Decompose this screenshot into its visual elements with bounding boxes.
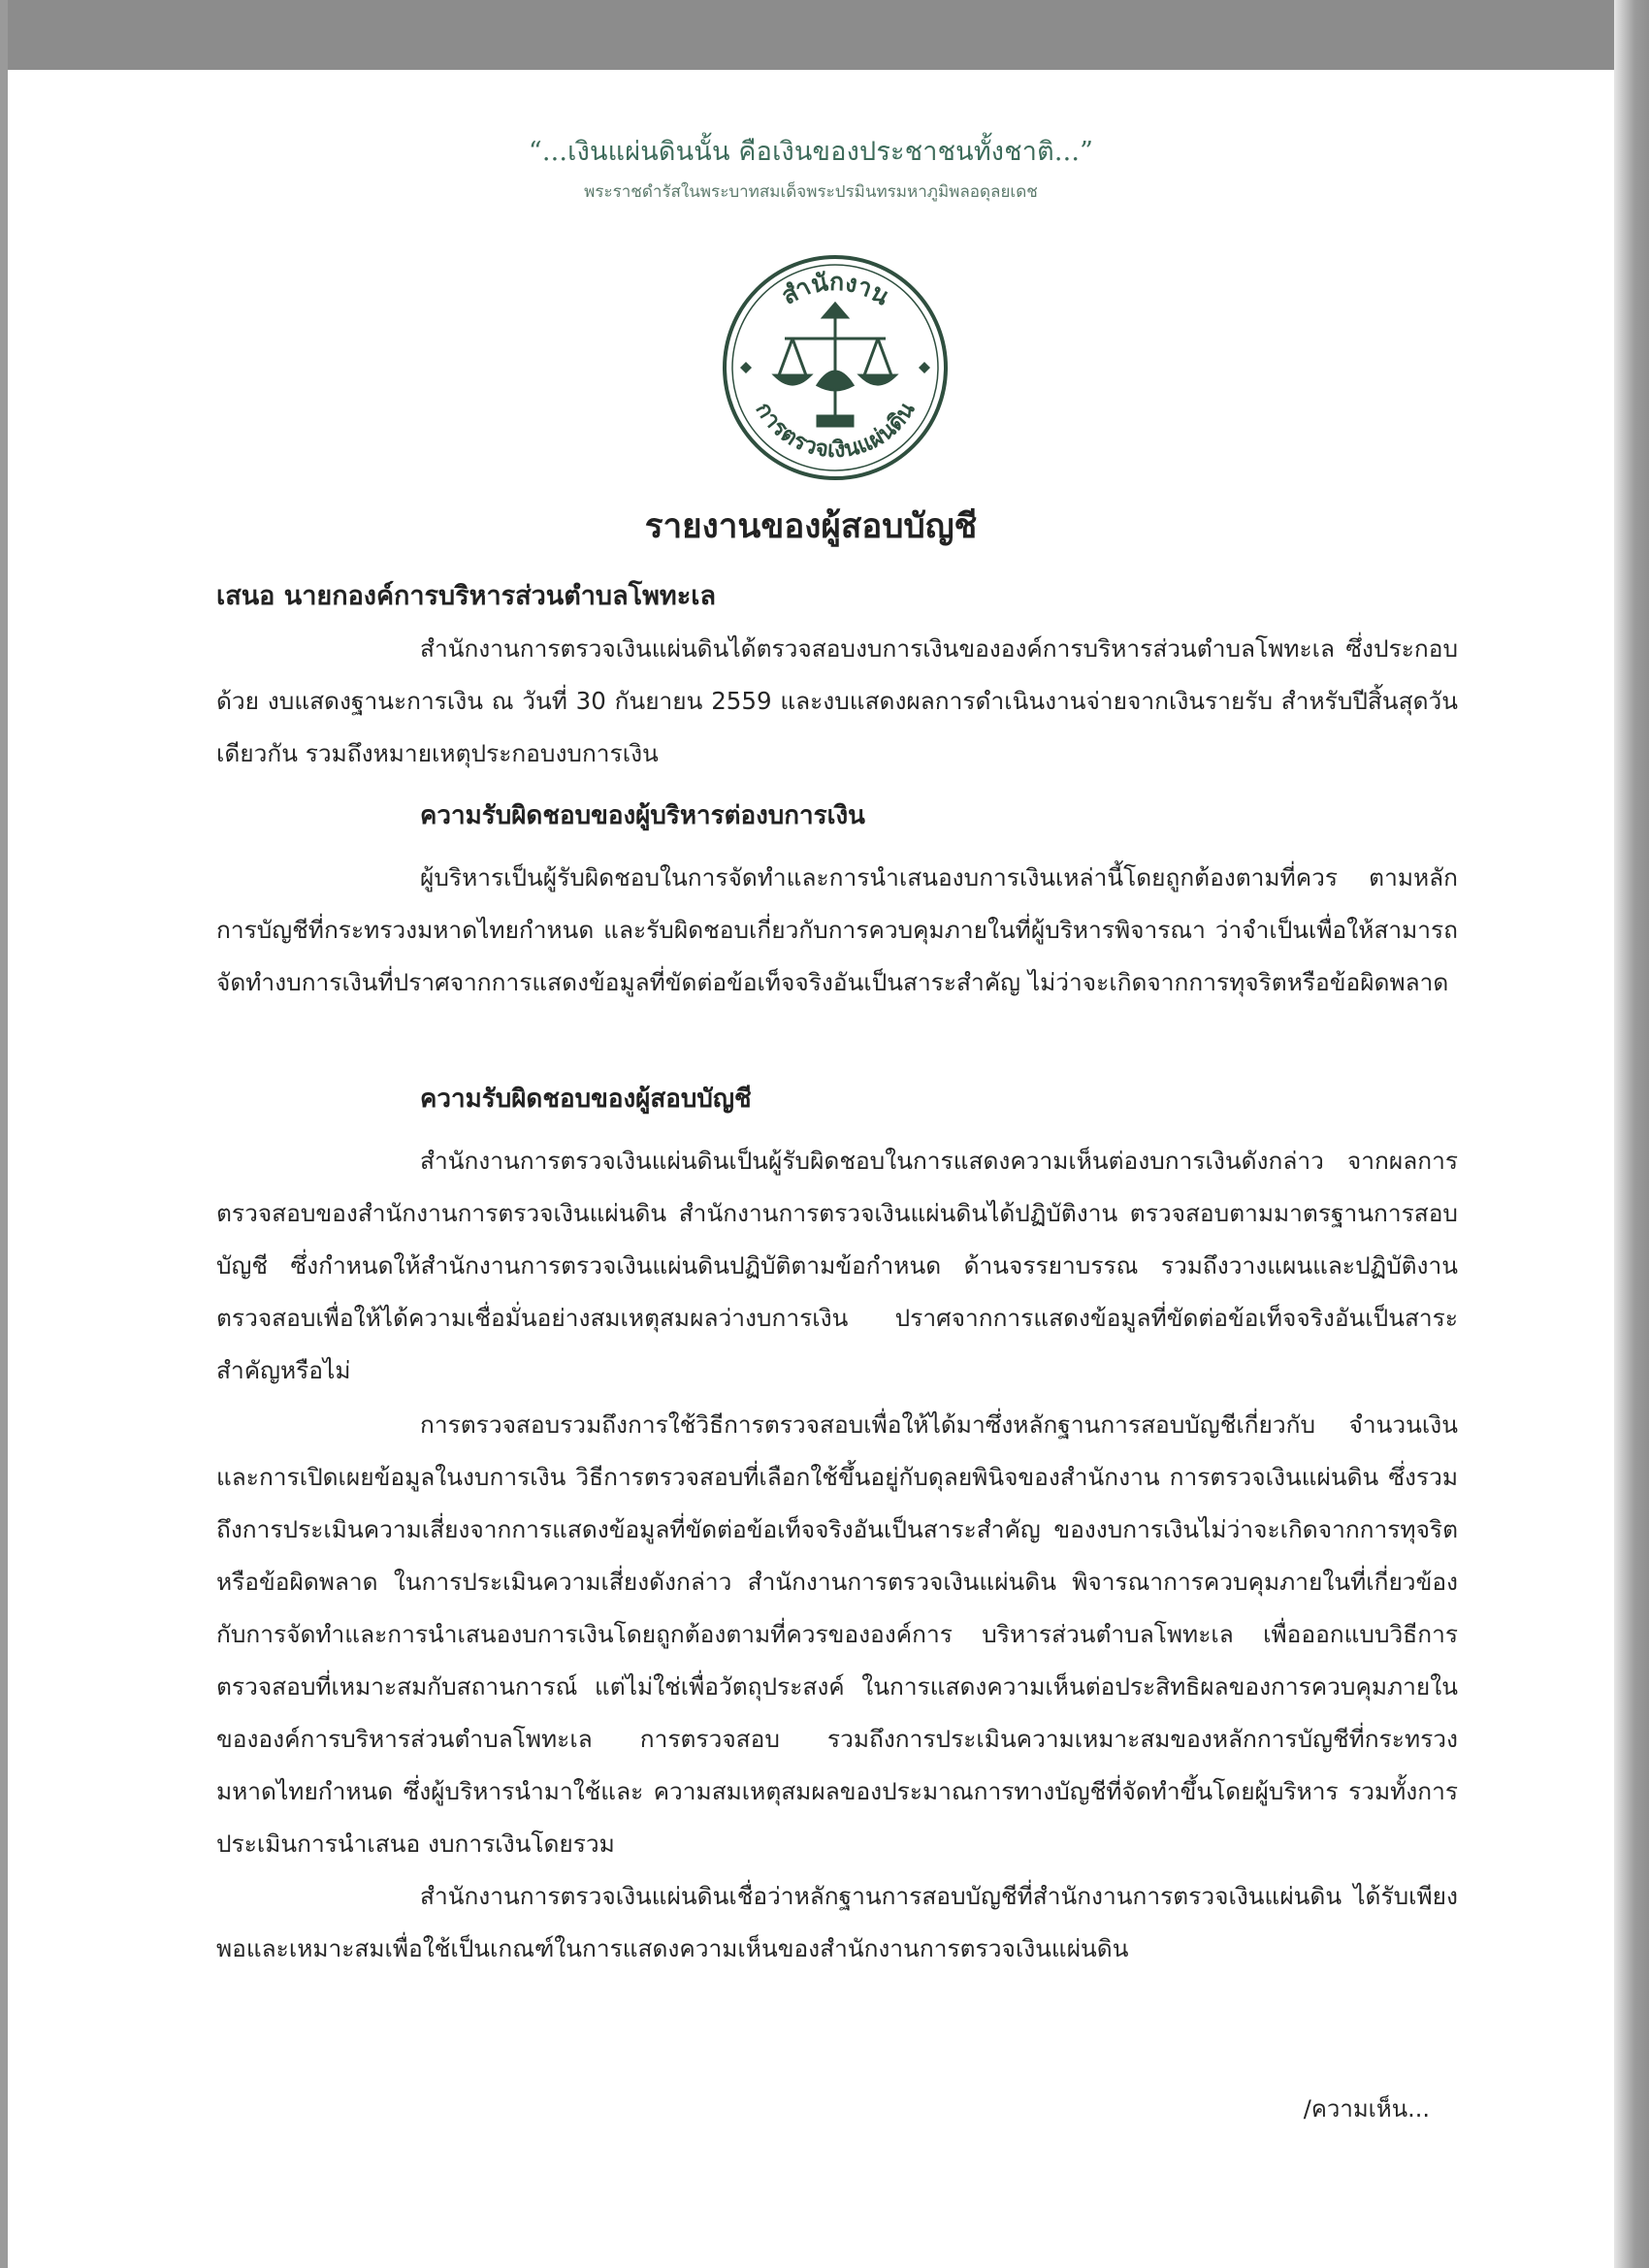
auditor-paragraph-1: สำนักงานการตรวจเงินแผ่นดินเป็นผู้รับผิดชอบในการแสดงความเห็นต่องบการเงินดังกล่าว จากผลการตรวจสอบของสำนักงานการตรวจเงินแผ่นดิน สำนักงานการตรวจเงินแผ่นดินได้ปฏิบัติงาน ตรวจสอบตามมาตรฐานการสอบบัญชี ซึ่งกำหนดให้สำนักงานการตรวจเงินแผ่นดินปฏิบัติตามข้อกำหนด ด้านจรรยาบรรณ รวมถึงวางแผนและปฏิบัติงานตรวจสอบเพื่อให้ได้ความเชื่อมั่นอย่างสมเหตุสมผลว่างบการเงิน ปราศจากการแสดงข้อมูลที่ขัดต่อข้อเท็จจริงอันเป็นสาระสำคัญหรือไม่ (216, 1147, 1458, 1384)
management-responsibility-heading: ความรับผิดชอบของผู้บริหารต่องบการเงิน (420, 801, 865, 830)
auditor-paragraph-3: สำนักงานการตรวจเงินแผ่นดินเชื่อว่าหลักฐานการสอบบัญชีที่สำนักงานการตรวจเงินแผ่นดิน ได้รับเพียงพอและเหมาะสมเพื่อใช้เป็นเกณฑ์ในการแสดงความเห็นของสำนักงานการตรวจเงินแผ่นดิน (216, 1882, 1458, 1962)
seal-text-bottom: การตรวจเงินแผ่นดิน (750, 398, 921, 464)
management-responsibility-paragraph: ผู้บริหารเป็นผู้รับผิดชอบในการจัดทำและการนำเสนองบการเงินเหล่านี้โดยถูกต้องตามที่ควร ตามหลักการบัญชีที่กระทรวงมหาดไทยกำหนด และรับผิดชอบเกี่ยวกับการควบคุมภายในที่ผู้บริหารพิจารณา ว่าจำเป็นเพื่อให้สามารถจัดทำงบการเงินที่ปราศจากการแสดงข้อมูลที่ขัดต่อข้อเท็จจริงอันเป็นสาระสำคัญ ไม่ว่าจะเกิดจากการทุจริตหรือข้อผิดพลาด (216, 863, 1458, 996)
scales-of-justice-icon (775, 304, 895, 426)
intro-paragraph: สำนักงานการตรวจเงินแผ่นดินได้ตรวจสอบงบการเงินขององค์การบริหารส่วนตำบลโพทะเล ซึ่งประกอบด้วย งบแสดงฐานะการเงิน ณ วันที่ 30 กันยายน 2559 และงบแสดงผลการดำเนินงานจ่ายจากเงินรายรับ สำหรับปีสิ้นสุดวันเดียวกัน รวมถึงหมายเหตุประกอบงบการเงิน (216, 634, 1458, 767)
auditor-paragraph-2: การตรวจสอบรวมถึงการใช้วิธีการตรวจสอบเพื่อให้ได้มาซึ่งหลักฐานการสอบบัญชีเกี่ยวกับ จำนวนเงินและการเปิดเผยข้อมูลในงบการเงิน วิธีการตรวจสอบที่เลือกใช้ขึ้นอยู่กับดุลยพินิจของสำนักงาน การตรวจเงินแผ่นดิน ซึ่งรวมถึงการประเมินความเสี่ยงจากการแสดงข้อมูลที่ขัดต่อข้อเท็จจริงอันเป็นสาระสำคัญ ของงบการเงินไม่ว่าจะเกิดจากการทุจริตหรือข้อผิดพลาด ในการประเมินความเสี่ยงดังกล่าว สำนักงานการตรวจเงินแผ่นดิน พิจารณาการควบคุมภายในที่เกี่ยวข้องกับการจัดทำและการนำเสนองบการเงินโดยถูกต้องตามที่ควรขององค์การ บริหารส่วนตำบลโพทะเล เพื่อออกแบบวิธีการตรวจสอบที่เหมาะสมกับสถานการณ์ แต่ไม่ใช่เพื่อวัตถุประสงค์ ในการแสดงความเห็นต่อประสิทธิผลของการควบคุมภายในขององค์การบริหารส่วนตำบลโพทะเล การตรวจสอบ รวมถึงการประเมินความเหมาะสมของหลักการบัญชีที่กระทรวงมหาดไทยกำหนด ซึ่งผู้บริหารนำมาใช้และ ความสมเหตุสมผลของประมาณการทางบัญชีที่จัดทำขึ้นโดยผู้บริหาร รวมทั้งการประเมินการนำเสนอ งบการเงินโดยรวม (216, 1410, 1458, 1858)
scan-border-left (0, 0, 8, 2268)
royal-quote: “...เงินแผ่นดินนั้น คือเงินของประชาชนทั้งชาติ...” (528, 137, 1094, 167)
royal-quote-source: พระราชดำรัสในพระบาทสมเด็จพระปรมินทรมหาภูมิพลอดุลยเดช (584, 182, 1038, 202)
document-page (8, 70, 1614, 2268)
seal-text-top: สำนักงาน (777, 267, 895, 311)
scan-border-top (0, 0, 1649, 70)
auditor-responsibility-heading: ความรับผิดชอบของผู้สอบบัญชี (420, 1085, 752, 1114)
salutation: เสนอ นายกองค์การบริหารส่วนตำบลโพทะเล (216, 581, 716, 611)
continued-marker: /ความเห็น... (1303, 2095, 1430, 2122)
scan-border-right (1614, 0, 1649, 2268)
report-title: รายงานของผู้สอบบัญชี (644, 507, 978, 546)
oag-seal-logo (717, 249, 954, 486)
